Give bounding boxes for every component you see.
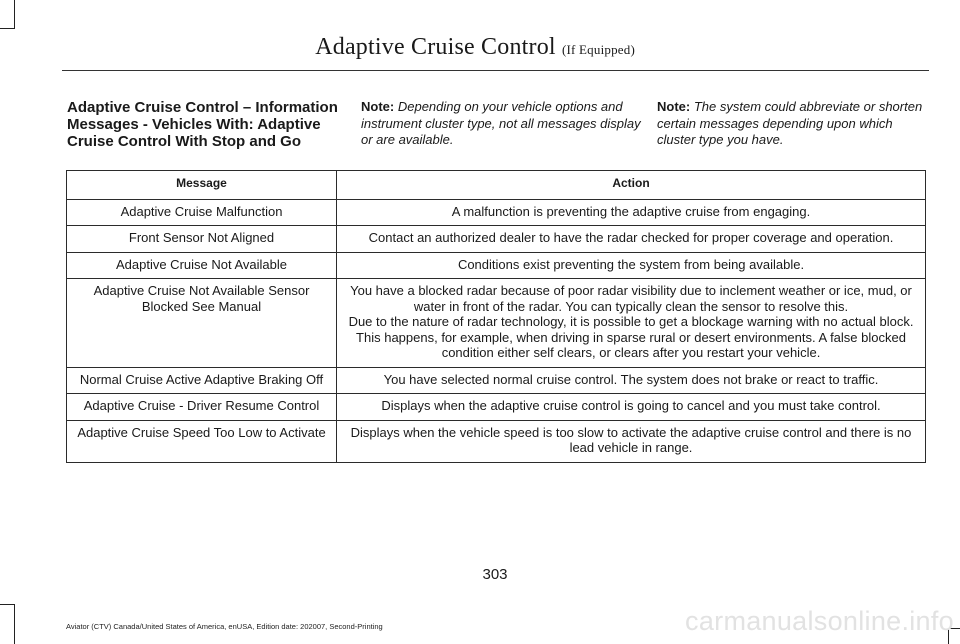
note-text: Depending on your vehicle options and instrument cluster type, not all messages display or are available. [361,99,641,147]
table-row [67,367,926,394]
note-label: Note: [657,99,691,114]
table-row [67,394,926,421]
message-cell: Normal Cruise Active Adaptive Braking Off [67,367,337,394]
column-header-action: Action [337,171,926,200]
action-cell [337,199,926,226]
action-text: Due to the nature of radar technology, it is possible to get a blockage warning with no actual block. This happens, for example, when driving in sparse rural or desert environments. A false blocked condition either self clears, or clears after you restart your vehicle. [348,314,914,360]
action-cell [337,279,926,368]
action-cell [337,252,926,279]
action-cell [337,420,926,462]
information-messages-table [66,170,926,463]
column-header-message: Message [67,171,337,200]
note-abbreviation [657,99,932,149]
table-row [67,226,926,253]
crop-mark-top-left [0,0,15,29]
note-label: Note: [361,99,395,114]
header-title-subtitle: (If Equipped) [562,42,635,57]
section-heading: Adaptive Cruise Control – Information Messages - Vehicles With: Adaptive Cruise Control With Stop and Go [67,99,338,150]
action-text: A malfunction is preventing the adaptive cruise from engaging. [451,203,811,219]
table-row [67,252,926,279]
message-cell: Adaptive Cruise Not Available Sensor Blocked See Manual [67,279,337,368]
header-title-main: Adaptive Cruise Control [315,34,556,60]
table-header-row [67,171,926,200]
action-cell [337,394,926,421]
message-cell: Front Sensor Not Aligned [67,226,337,253]
note-cluster-options [361,99,641,149]
action-text: You have selected normal cruise control. The system does not brake or react to traffic. [383,371,879,387]
note-text: The system could abbreviate or shorten certain messages depending upon which cluster type you have. [657,99,923,147]
page-number: 303 [482,566,508,583]
table-row [67,199,926,226]
table-row [67,279,926,368]
watermark: carmanualsonline.info [685,606,954,636]
action-cell [337,367,926,394]
action-text: Conditions exist preventing the system from being available. [457,256,805,272]
edition-footer: Aviator (CTV) Canada/United States of America, enUSA, Edition date: 202007, Second-Printing [66,622,383,631]
message-cell: Adaptive Cruise Speed Too Low to Activate [67,420,337,462]
action-text: You have a blocked radar because of poor radar visibility due to inclement weather or ice, mud, or water in front of the radar. You can typically clean the sensor to resolve this. [350,283,912,314]
crop-mark-bottom-left [0,604,15,644]
action-text: Displays when the vehicle speed is too slow to activate the adaptive cruise control and there is no lead vehicle in range. [350,424,912,455]
header-rule [62,70,929,71]
action-cell [337,226,926,253]
table-row [67,420,926,462]
action-text: Contact an authorized dealer to have the radar checked for proper coverage and operation. [368,230,894,245]
page-header-title [315,34,635,61]
message-cell: Adaptive Cruise Not Available [67,252,337,279]
action-text: Displays when the adaptive cruise control is going to cancel and you must take control. [381,398,881,413]
message-cell: Adaptive Cruise Malfunction [67,199,337,226]
message-cell: Adaptive Cruise - Driver Resume Control [67,394,337,421]
